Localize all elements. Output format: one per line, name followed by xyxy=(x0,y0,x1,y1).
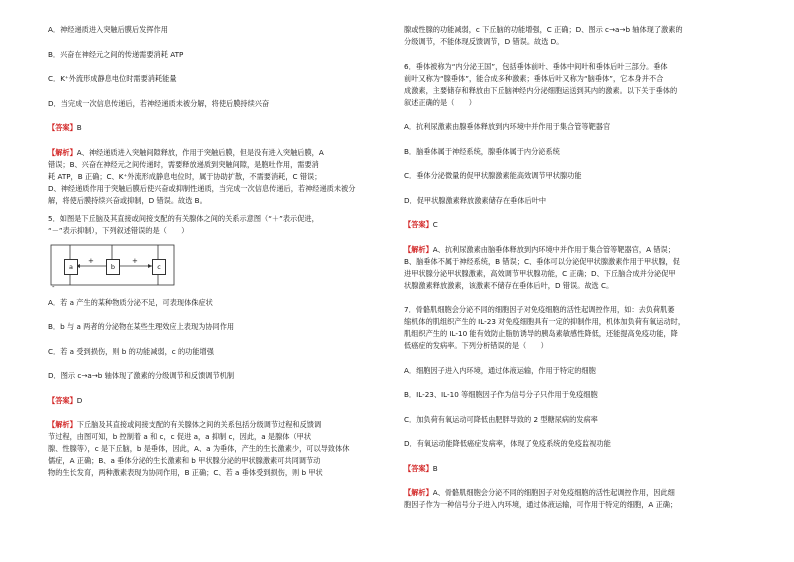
stem-line: 缩机体的肌组织产生的 IL-23 对免疫细胞具有一定的抑制作用，机体加负荷有氧运动时， xyxy=(404,317,686,326)
stem-line: 低癌症的发病率。下列分析错误的是（ ） xyxy=(404,341,548,350)
explanation-line: 【解析】A、神经递质进入突触间隙释放，作用于突触后膜，但是没有进入突触后膜，A xyxy=(48,147,324,157)
q4-option-d: D．当完成一次信息传递后，若神经递质未被分解，将使后膜持续兴奋 xyxy=(48,98,270,108)
q5-options xyxy=(48,297,390,383)
q7-stem xyxy=(404,304,746,352)
stem-line: 肌组织产生的 IL-10 能有效防止脂肪诱导的胰岛素敏感性降低，还能提高免疫功能，降 xyxy=(404,329,678,338)
q5-answer xyxy=(48,395,390,407)
answer-value: C xyxy=(432,220,438,229)
box-a: a xyxy=(64,259,78,275)
explanation-label: 【解析】 xyxy=(404,244,433,254)
q4-answer xyxy=(48,122,390,134)
q5-stem xyxy=(48,213,390,237)
q4-option-a: A．神经递质进入突触后膜后发挥作用 xyxy=(48,25,168,34)
right-column xyxy=(404,24,746,511)
explanation-line: 状腺激素释放激素，该激素不储存在垂体后叶，D 错误。故选 C。 xyxy=(404,280,614,290)
q7-option-a: A．细胞因子进入内环境，通过体液运输，作用于特定的细胞 xyxy=(404,365,596,375)
explanation-line: 解，将使后膜持续兴奋或抑制，D 错误。故选 B。 xyxy=(48,195,207,205)
q4-explanation xyxy=(48,147,390,207)
stem-line: 7．骨骼肌细胞会分泌不同的细胞因子对免疫细胞的活性起调控作用，如：去负荷肌萎 xyxy=(404,305,675,314)
q6-option-b: B．脑垂体属于神经系统，腺垂体属于内分泌系统 xyxy=(404,146,560,156)
answer-label: 【答案】 xyxy=(48,395,77,405)
q7-option-d: D．有氧运动能降低癌症发病率，体现了免疫系统的免疫监视功能 xyxy=(404,439,611,448)
stem-line: 5．如图是下丘脑及其直接或间接支配的有关腺体之间的关系示意图（“＋”表示促进， xyxy=(48,213,319,223)
q5-explanation xyxy=(48,419,390,479)
explanation-line: 胞因子作为一种信号分子进入内环境，通过体液运输，可作用于特定的细胞，A 正确； xyxy=(404,500,678,509)
q5-option-b: B．b 与 a 两者的分泌物在某些生理效应上表现为协同作用 xyxy=(48,322,235,331)
plus-label: + xyxy=(88,256,94,265)
plus-label: + xyxy=(132,256,138,265)
q4-option-b: B．兴奋在神经元之间的传递需要消耗 ATP xyxy=(48,49,184,59)
q6-option-c: C．垂体分泌微量的促甲状腺激素能高效调节甲状腺功能 xyxy=(404,171,582,180)
q5-option-c: C．若 a 受到损伤，则 b 的功能减弱，c 的功能增强 xyxy=(48,346,214,356)
stem-line: “－”表示抑制），下列叙述错误的是（ ） xyxy=(48,225,189,235)
q7-options xyxy=(404,365,746,451)
stem-line: 叙述正确的是（ ） xyxy=(404,97,476,107)
explanation-line: 物的生长发育，两种激素表现为协同作用，B 正确；C、若 a 垂体受到损伤，则 b 甲状 xyxy=(48,468,323,477)
q6-options xyxy=(404,121,746,207)
box-c: c xyxy=(152,259,166,275)
answer-value: D xyxy=(76,395,83,405)
answer-label: 【答案】 xyxy=(404,463,433,473)
q7-answer xyxy=(404,463,746,475)
explanation-line: 节过程，由图可知，b 控制着 a 和 c，c 促进 a，a 抑制 c，因此，a 是腺体（甲状 xyxy=(48,432,312,441)
explanation-line: D、神经递质作用于突触后膜后使兴奋或抑制性递质，当完成一次信息传递后，若神经递质未被分 xyxy=(48,183,356,193)
box-b: b xyxy=(106,259,120,275)
explanation-line: 分级调节，不能体现反馈调节，D 错误。故选 D。 xyxy=(404,37,564,46)
answer-label: 【答案】 xyxy=(48,123,77,132)
explanation-line: 腺或性腺的功能减弱，c 下丘脑的功能增强，C 正确；D、图示 c→a→b 轴体现了激素的 xyxy=(404,25,683,34)
answer-value: B xyxy=(76,123,82,132)
explanation-label: 【解析】 xyxy=(48,420,77,429)
q6-explanation xyxy=(404,244,746,292)
explanation-line: 【解析】下丘脑及其直接或间接支配的有关腺体之间的关系包括分级调节过程和反馈调 xyxy=(48,420,322,429)
gland-relationship-diagram xyxy=(50,241,190,291)
answer-value: B xyxy=(432,463,438,473)
q7-option-c: C．加负荷有氧运动可降低由肥胖导致的 2 型糖尿病的发病率 xyxy=(404,414,598,424)
q6-stem xyxy=(404,61,746,109)
q4-options xyxy=(48,24,390,110)
explanation-line: B、脑垂体不属于神经系统，B 错误；C、垂体可以分泌促甲状腺激素作用于甲状腺，促 xyxy=(404,256,680,266)
q4-option-c: C．K⁺外流形成静息电位时需要消耗能量 xyxy=(48,74,177,83)
q6-option-a: A．抗利尿激素由腺垂体释放到内环境中并作用于集合管等靶器官 xyxy=(404,122,611,131)
explanation-line: 耗 ATP，B 正确；C、K⁺外流形成静息电位时，属于协助扩散，不需要消耗，C 错误； xyxy=(48,171,322,181)
stem-line: 6．垂体被称为“内分泌王国”，包括垂体前叶、垂体中间叶和垂体后叶三部分。垂体 xyxy=(404,61,668,71)
minus-label: - xyxy=(52,282,55,291)
q5-option-a: A．若 a 产生的某种物质分泌不足，可表现体侏症状 xyxy=(48,297,213,307)
stem-line: 前叶又称为“腺垂体”，能合成多种激素；垂体后叶又称为“脑垂体”，它本身并不合 xyxy=(404,73,664,83)
explanation-line: 进甲状腺分泌甲状腺激素，高效调节甲状腺功能，C 正确；D、下丘脑合成并分泌促甲 xyxy=(404,268,676,278)
q7-option-b: B．IL-23、IL-10 等细胞因子作为信号分子只作用于免疫细胞 xyxy=(404,390,598,399)
explanation-line: 错误；B、兴奋在神经元之间传递时，需要释放递质到突触间隙，是胞吐作用，需要消 xyxy=(48,159,319,169)
explanation-line: 【解析】A、抗利尿激素由脑垂体释放到内环境中并作用于集合管等靶器官，A 错误； xyxy=(404,244,675,254)
explanation-line: 腺、性腺等），c 是下丘脑，b 是垂体，因此，A、a 为垂体，产生的生长激素少，可以导致体休 xyxy=(48,444,350,453)
left-column xyxy=(48,24,390,479)
answer-label: 【答案】 xyxy=(404,220,433,229)
q5-option-d: D．图示 c→a→b 轴体现了激素的分级调节和反馈调节机制 xyxy=(48,371,235,380)
q7-explanation xyxy=(404,487,746,511)
q5-explanation-continued xyxy=(404,24,746,48)
explanation-line: 儒症，A 正确；B、a 垂体分泌的生长激素和 b 甲状腺分泌的甲状腺激素可共同调节动 xyxy=(48,456,321,465)
q6-answer xyxy=(404,219,746,231)
stem-line: 成激素，主要储存和释放由下丘脑神经内分泌细胞运送到其内的激素。以下关于垂体的 xyxy=(404,85,678,95)
q6-option-d: D．促甲状腺激素释放激素储存在垂体后叶中 xyxy=(404,195,547,205)
explanation-label: 【解析】 xyxy=(404,488,433,497)
explanation-label: 【解析】 xyxy=(48,147,77,157)
explanation-line: 【解析】A、骨骼肌细胞会分泌不同的细胞因子对免疫细胞的活性起调控作用，因此细 xyxy=(404,488,675,497)
